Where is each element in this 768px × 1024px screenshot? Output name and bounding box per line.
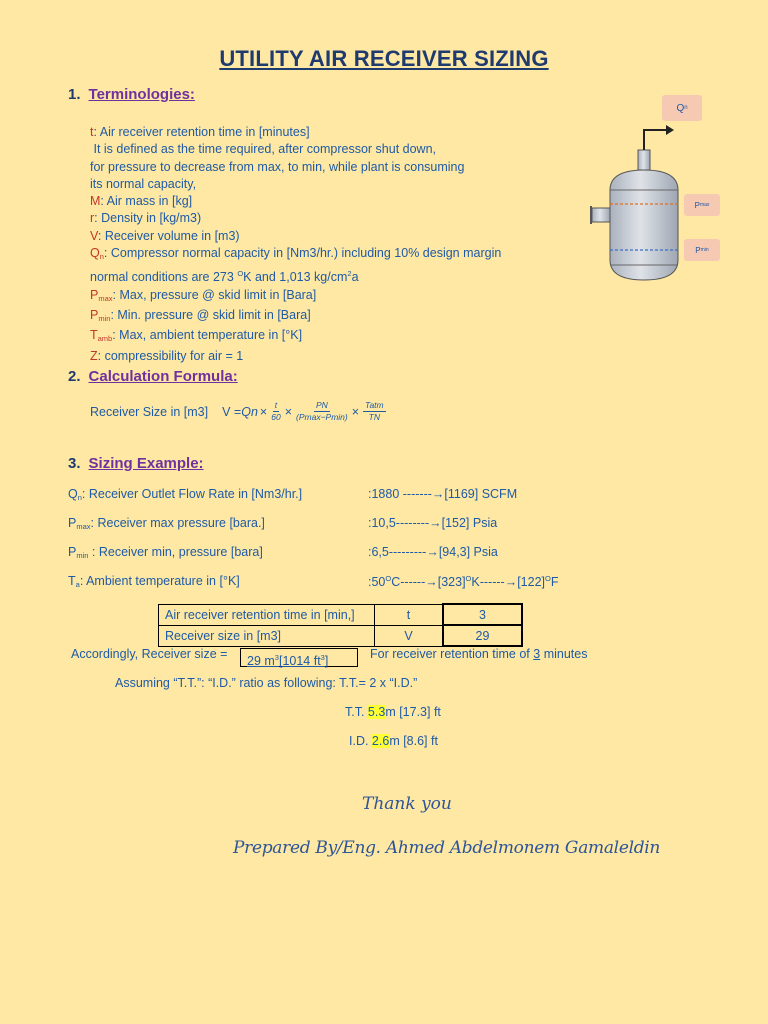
retention-note: For receiver retention time of 3 minutes [370,647,588,661]
example-row-qn: $Q_n$: Receiver Outlet Flow Rate in [Nm3/hr.] [68,487,303,502]
section-terminologies: 1. Terminologies: [68,86,195,103]
example-value-pmin: :6,5---------→[94,3] Psia [368,545,498,559]
fraction-t-60: $\frac{t}{60}$ [271,400,281,422]
pmax-label: P max [684,194,720,216]
table-row: Air receiver retention time in [min,] t 3 [159,604,523,625]
pmin-label: P min [684,239,720,261]
example-row-pmax: $P_{max}$: Receiver max pressure [bara.] [68,516,265,531]
ratio-assumption: Assuming “T.T.”: “I.D.” ratio as following: T.T.= 2 x “I.D.” [115,676,418,690]
fraction-temperature: $\frac{\text{Tatm}}{TN}$ [365,400,384,422]
section-formula: 2. Calculation Formula: [68,368,238,385]
id-result: I.D. 2.6m [8.6] ft [349,734,438,748]
example-row-pmin: $P_{min}$ : Receiver min, pressure [bara] [68,545,263,560]
terminologies-list: t: Air receiver retention time in [minutes] It is defined as the time required, after compressor shut down, for pressure to decrease from max, to min, while plant is consuming its normal capacity, M: Air mass in [kg] r: Density in [kg/m3) V: Receiver volume in [m3) $Q_n$: Compressor normal capacity in [Nm3/hr.) including 10% design margin normal conditions are 273 $^O$K and 1,013 $kg/cm^2a$ $P_{max}$: Max, pressure @ skid limit in [Bara] $P_{min}$: Min. pressure @ skid limit in [Bara] $T_{amb}$: Max, ambient temperature in [°K] Z: compressibility for air = 1 [90,125,502,363]
fraction-pressure: $\frac{PN}{(Pmax-Pmin)}$ [296,400,348,422]
section-example: 3. Sizing Example: [68,455,204,472]
receiver-size-box: 29 $m^3[1014$ $ft^3$] [240,648,358,667]
result-table [158,603,523,647]
conclusion-prefix: Accordingly, Receiver size = [71,647,228,661]
example-value-temp: $:50^OC------\to[323]^OK------\to[122]^OF$ [368,574,559,589]
thank-you: Thank you [362,794,452,814]
qn-label: Q n [662,95,702,121]
table-row: Receiver size in [m3] V 29 [159,625,523,646]
example-value-pmax: :10,5--------→[152] Psia [368,516,498,530]
calculation-formula: Receiver Size in [m3] V = Qn × $\frac{t}{60}$ × $\frac{PN}{(Pmax-Pmin)}$ × $\frac{\text{Tatm}}{TN}$ [90,400,384,422]
page-title: UTILITY AIR RECEIVER SIZING [219,46,549,71]
example-value-qn: :1880 -------→[1169] SCFM [368,487,518,501]
tt-result: T.T. 5.3m [17.3] ft [345,705,441,719]
author-credit: Prepared By/Eng. Ahmed Abdelmonem Gamaleldin [233,838,661,858]
example-row-temp: $T_a$: Ambient temperature in [°K] [68,574,240,589]
